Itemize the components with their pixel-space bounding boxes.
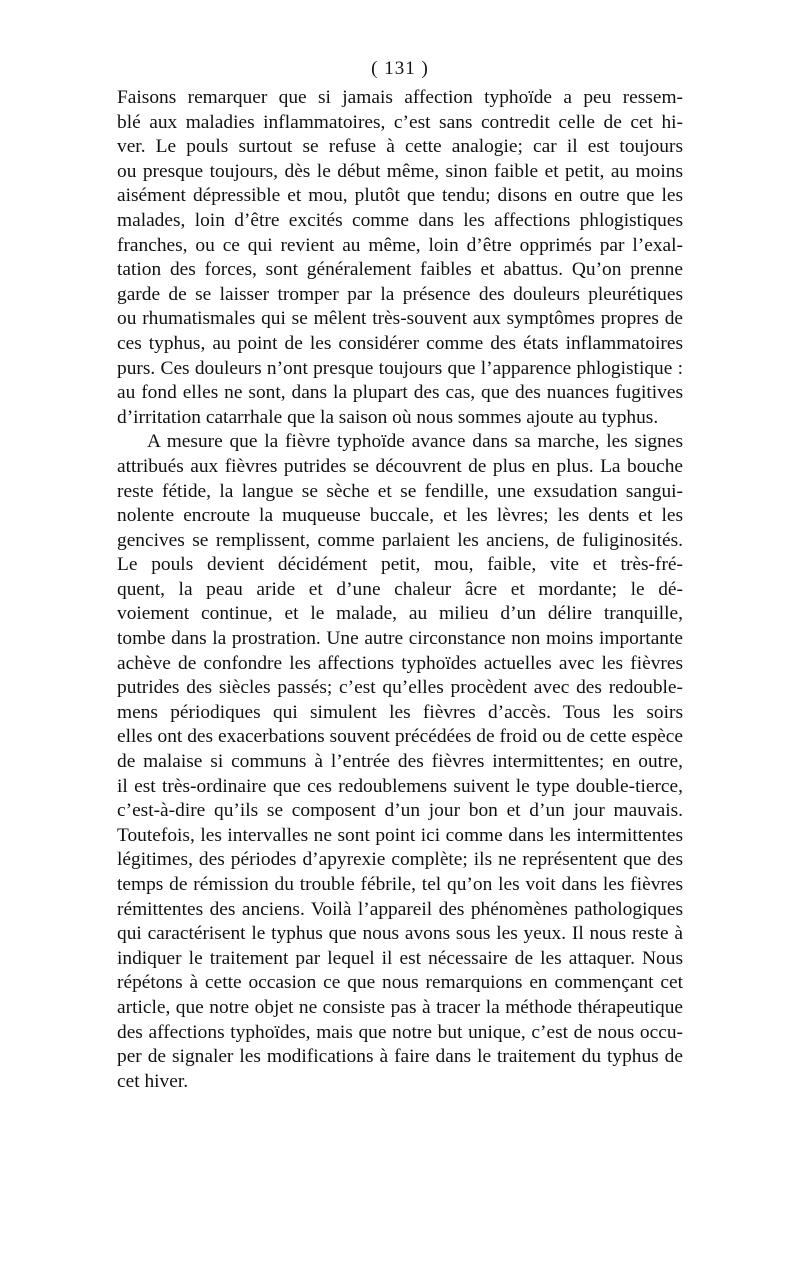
text-line: tation des forces, sont généralement faibles et abattus. Qu’on prenne: [117, 259, 683, 281]
paragraph-1: [117, 86, 683, 430]
text-line: ver. Le pouls surtout se refuse à cette analogie; car il est toujours: [117, 136, 683, 158]
text-line: per de signaler les modifications à faire dans le traitement du typhus de: [117, 1046, 683, 1068]
text-line: gencives se remplissent, comme parlaient les anciens, de fuliginosités.: [117, 529, 683, 551]
text-line: répétons à cette occasion ce que nous remarquions en commençant cet: [117, 972, 683, 994]
page-number: ( 131 ): [371, 58, 429, 79]
text-line: indiquer le traitement par lequel il est nécessaire de les attaquer. Nous: [117, 947, 683, 969]
text-line: de malaise si communs à l’entrée des fièvres intermittentes; en outre,: [117, 751, 683, 773]
text-line: légitimes, des périodes d’apyrexie complète; ils ne représentent que des: [117, 849, 683, 871]
text-line: au fond elles ne sont, dans la plupart des cas, que des nuances fugitives: [117, 382, 683, 404]
text-line: achève de confondre les affections typhoïdes actuelles avec les fièvres: [117, 652, 683, 674]
text-line: voiement continue, et le malade, au milieu d’un délire tranquille,: [117, 603, 683, 625]
text-line: purs. Ces douleurs n’ont presque toujours que l’apparence phlogistique :: [117, 357, 683, 379]
text-line: Le pouls devient décidément petit, mou, faible, vite et très-fré-: [117, 554, 683, 576]
text-line: rémittentes des anciens. Voilà l’appareil des phénomènes pathologiques: [117, 898, 683, 920]
text-line: elles ont des exacerbations souvent précédées de froid ou de cette espèce: [117, 726, 683, 748]
text-line: blé aux maladies inflammatoires, c’est sans contredit celle de cet hi-: [117, 111, 683, 133]
text-line: malades, loin d’être excités comme dans les affections phlogistiques: [117, 209, 683, 231]
text-line: mens périodiques qui simulent les fièvres d’accès. Tous les soirs: [117, 701, 683, 723]
text-line: ou rhumatismales qui se mêlent très-souvent aux symptômes propres de: [117, 308, 683, 330]
text-line: attribués aux fièvres putrides se découvrent de plus en plus. La bouche: [117, 455, 683, 477]
text-line: d’irritation catarrhale que la saison où nous sommes ajoute au typhus.: [117, 406, 659, 428]
text-line: nolente encroute la muqueuse buccale, et les lèvres; les dents et les: [117, 505, 683, 527]
text-line: quent, la peau aride et d’une chaleur âcre et mordante; le dé-: [117, 578, 683, 600]
text-line: ou presque toujours, dès le début même, sinon faible et petit, au moins: [117, 160, 683, 182]
text-line: aisément dépressible et mou, plutôt que tendu; disons en outre que les: [117, 185, 683, 207]
text-line: Faisons remarquer que si jamais affection typhoïde a peu ressem-: [117, 87, 683, 108]
text-line: franches, ou ce qui revient au même, loin d’être opprimés par l’exal-: [117, 234, 683, 256]
text-line: Toutefois, les intervalles ne sont point ici comme dans les intermittentes: [117, 824, 683, 846]
text-line: ces typhus, au point de les considérer comme des états inflammatoires: [117, 332, 683, 354]
paragraph-2: [117, 430, 683, 1094]
text-line: reste fétide, la langue se sèche et se fendille, une exsudation sangui-: [117, 480, 683, 502]
body-text: [117, 86, 683, 1094]
text-line: des affections typhoïdes, mais que notre but unique, c’est de nous occu-: [117, 1021, 683, 1043]
text-line: article, que notre objet ne consiste pas à tracer la méthode thérapeutique: [117, 996, 683, 1018]
text-line: qui caractérisent le typhus que nous avons sous les yeux. Il nous reste à: [117, 923, 683, 945]
text-line: garde de se laisser tromper par la présence des douleurs pleurétiques: [117, 283, 683, 305]
text-line: tombe dans la prostration. Une autre circonstance non moins importante: [117, 628, 683, 650]
text-line: c’est-à-dire qu’ils se composent d’un jour bon et d’un jour mauvais.: [117, 800, 683, 822]
text-line: putrides des siècles passés; c’est qu’elles procèdent avec des redouble-: [117, 677, 683, 699]
text-line: A mesure que la fièvre typhoïde avance dans sa marche, les signes: [147, 431, 683, 453]
text-line: cet hiver.: [117, 1070, 189, 1092]
text-line: il est très-ordinaire que ces redoublemens suivent le type double-tierce,: [117, 775, 683, 797]
text-line: temps de rémission du trouble fébrile, tel qu’on les voit dans les fièvres: [117, 874, 683, 895]
